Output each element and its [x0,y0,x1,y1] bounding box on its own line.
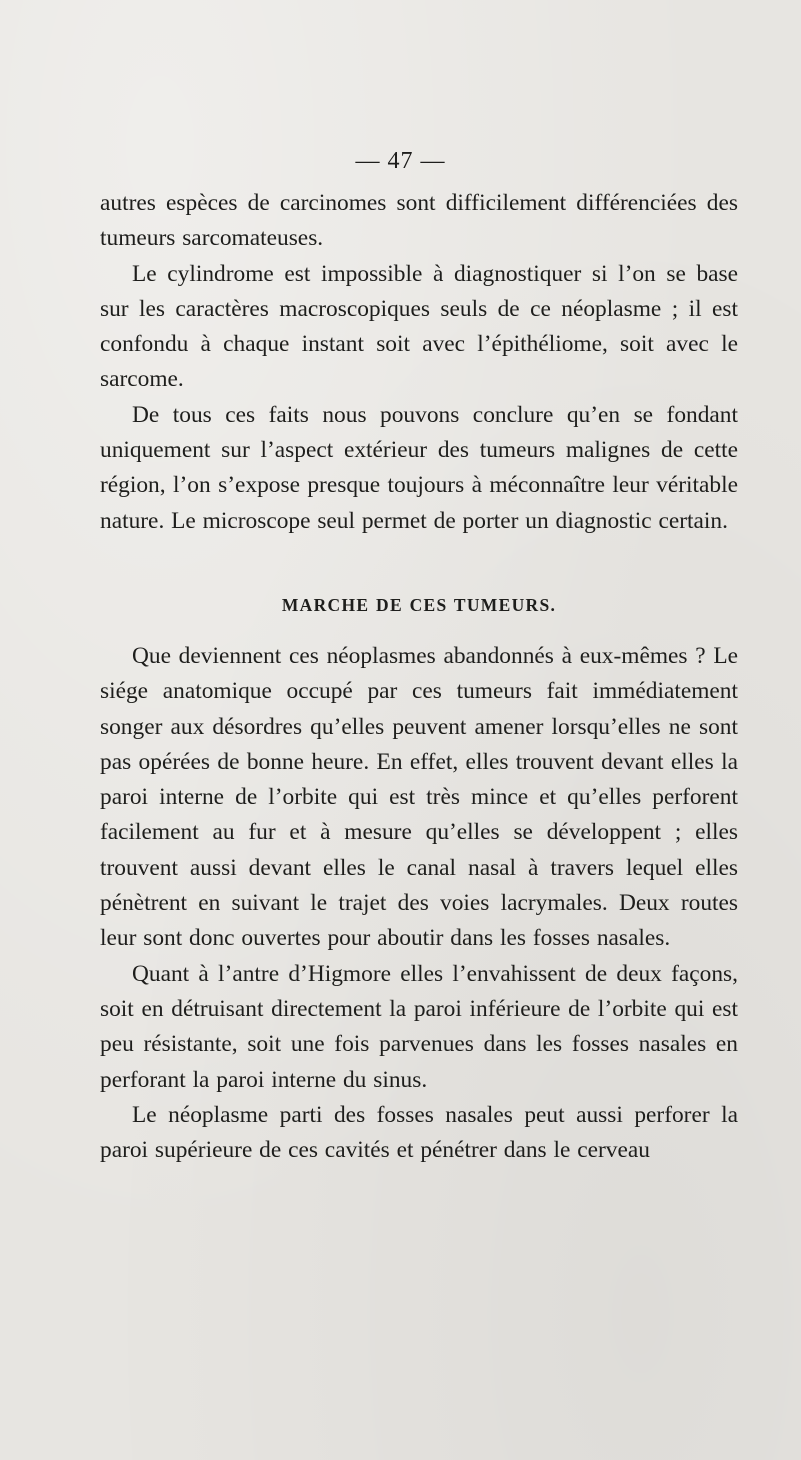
body-text [100,186,738,1168]
paragraph-evolution: Que deviennent ces néoplasmes abandonnés à eux-mêmes ? Le siége anatomique occupé par ces tumeurs fait immédiatement songer aux désordres qu’elles peuvent amener lorsqu’elles ne sont pas opérées de bonne heure. En effet, elles trouvent devant elles la paroi interne de l’orbite qui est très mince et qu’elles perforent facilement au fur et à mesure qu’elles se développent ; elles trouvent aussi devant elles le canal nasal à travers lequel elles pénètrent en suivant le trajet des voies lacrymales. Deux routes leur sont donc ouvertes pour aboutir dans les fosses nasales. [100,642,738,952]
page-number: — 47 — [355,148,446,174]
paragraph-cerveau: Le néoplasme parti des fosses nasales peut aussi perforer la paroi supérieure de ces cavités et pénétrer dans le cerveau [100,1101,738,1164]
paragraph-continuation: autres espèces de carcinomes sont difficilement différenciées des tumeurs sarcomateuses. [100,190,738,252]
paragraph-conclusion: De tous ces faits nous pouvons conclure qu’en se fondant uniquement sur l’aspect extérieur des tumeurs malignes de cette région, l’on s’expose presque toujours à méconnaître leur véritable nature. Le microscope seul permet de porter un diagnostic certain. [100,401,738,534]
section-heading: MARCHE DE CES TUMEURS. [281,594,557,615]
paragraph-cylindrome: Le cylindrome est impossible à diagnostiquer si l’on se base sur les caractères macroscopiques seuls de ce néoplasme ; il est confondu à chaque instant soit avec l’épithéliome, soit avec le sarcome. [100,260,738,393]
paragraph-antre-higmore: Quant à l’antre d’Higmore elles l’envahissent de deux façons, soit en détruisant directement la paroi inférieure de l’orbite qui est peu résistante, soit une fois parvenues dans les fosses nasales en perforant la paroi interne du sinus. [100,960,738,1093]
